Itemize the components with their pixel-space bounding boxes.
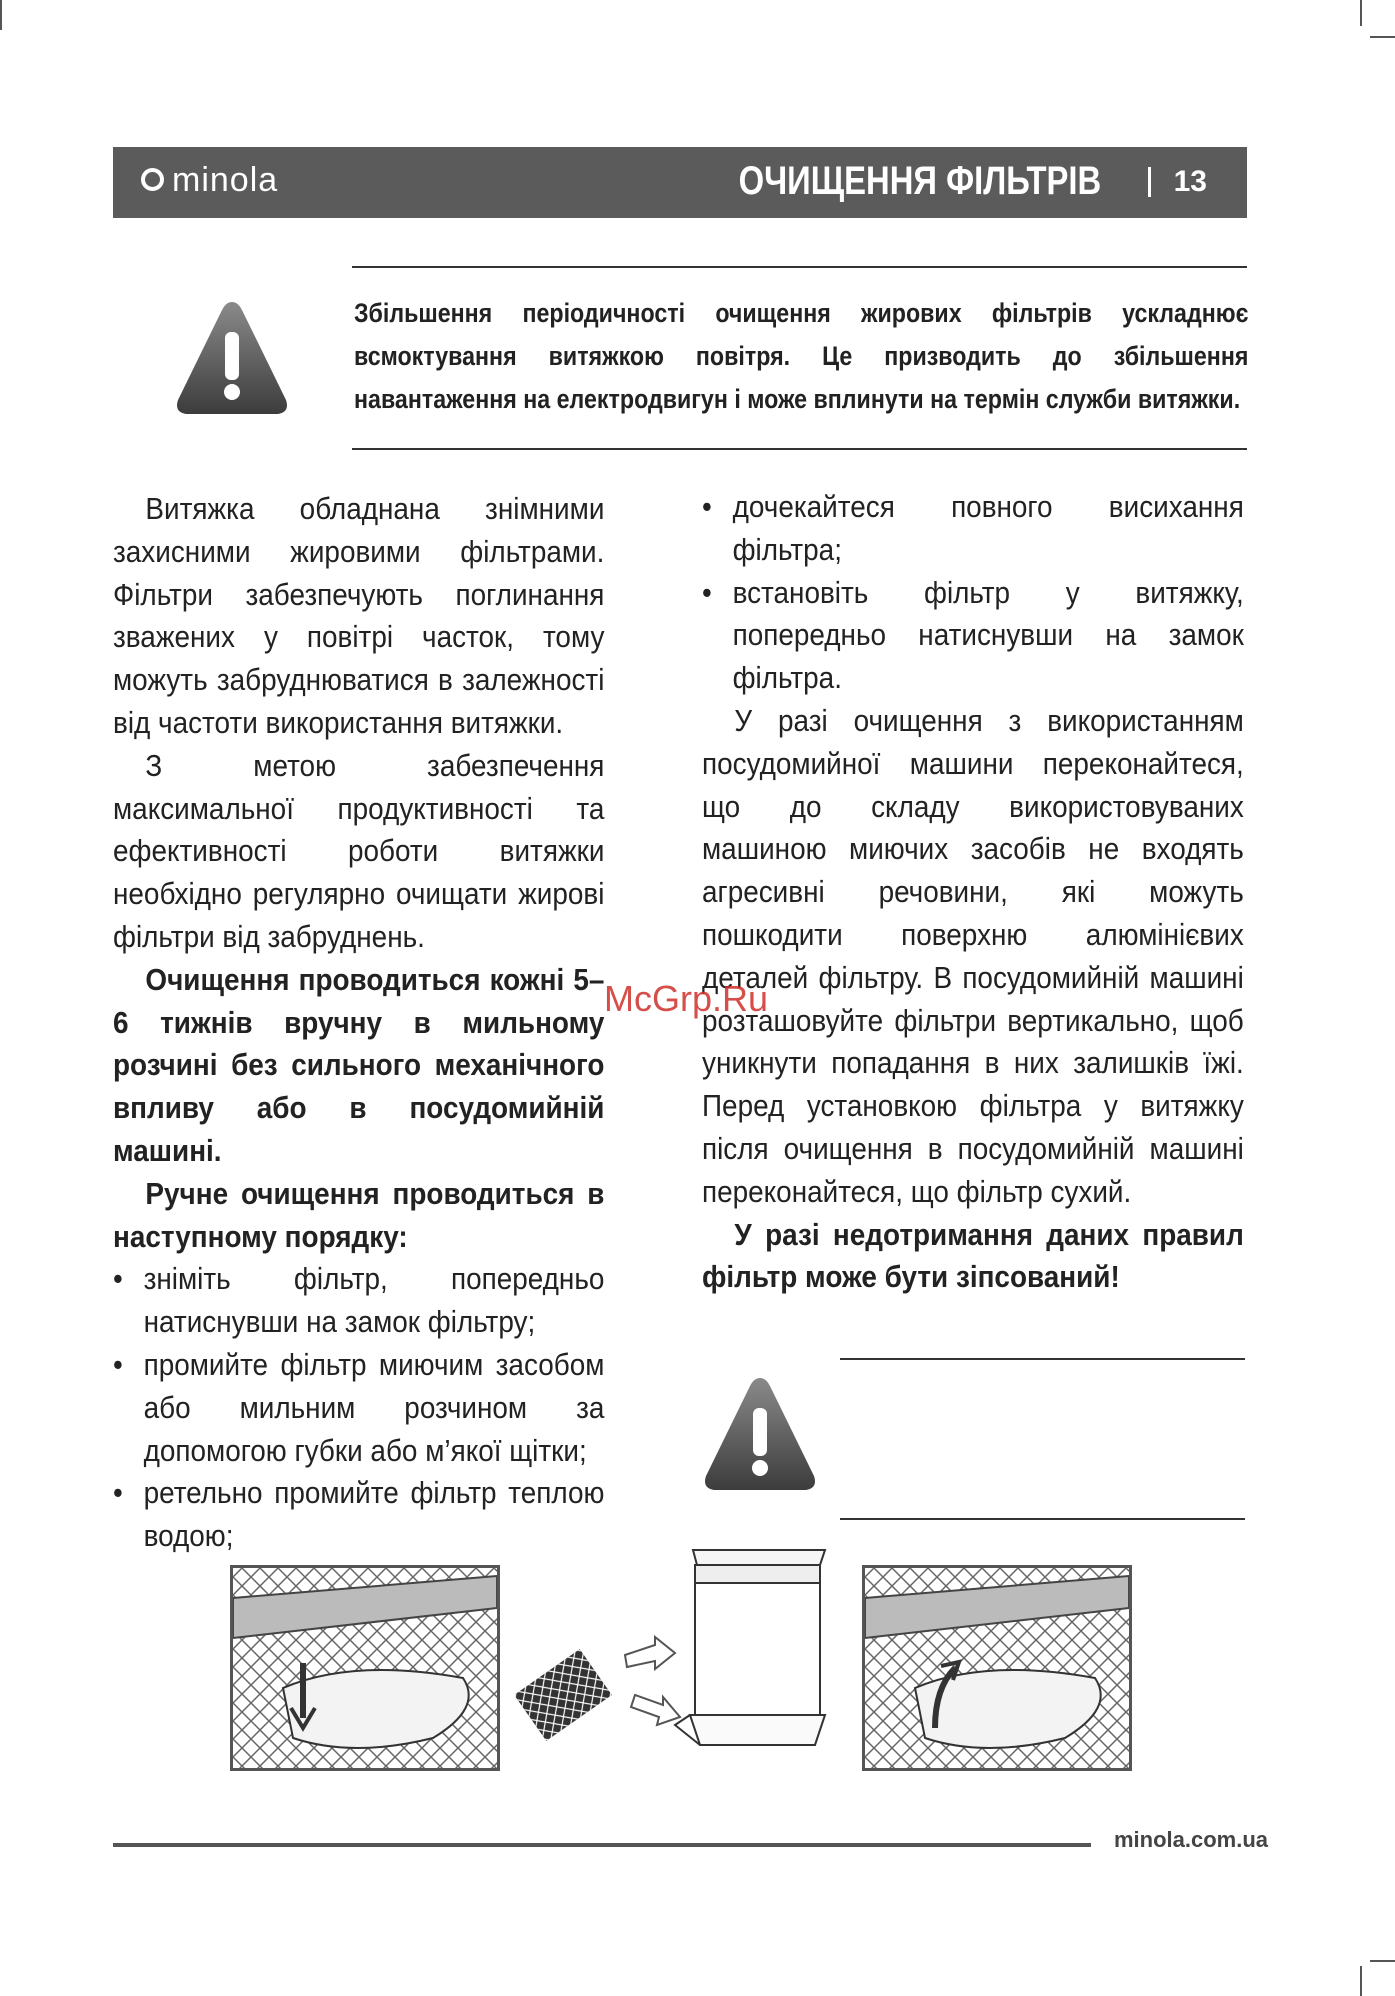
warning-triangle-icon (172, 296, 292, 420)
paragraph-bold: Ручне очищення проводиться в наступному порядку: (113, 1175, 605, 1254)
crop-mark (1370, 1960, 1395, 1962)
list-item: • ретельно промийте фільтр теплою водою; (113, 1472, 604, 1558)
illustration-dishwasher (515, 1545, 845, 1770)
divider (352, 266, 1247, 268)
brand-name: minola (172, 161, 279, 199)
divider (840, 1358, 1245, 1360)
paragraph: З метою забезпечення максимальної продуктивності та ефективності роботи витяжки необхідно регулярно очищати жирові фільтри від забруднень. (113, 747, 605, 954)
crop-mark (1360, 1966, 1362, 1996)
right-column (702, 486, 1244, 1299)
divider (352, 448, 1247, 450)
page-title: ОЧИЩЕННЯ ФІЛЬТРІВ (738, 159, 1101, 203)
warning-text: Збільшення періодичності очищення жирових фільтрів ускладнює всмоктування витяжкою повітря. Це призводить до збільшення навантаження на електродвигун і може вплинути на термін служби витяжки. (354, 298, 1249, 414)
crop-mark (1360, 0, 1362, 26)
list-item: • промийте фільтр миючим засобом або мильним розчином за допомогою губки або м’якої щітки; (113, 1344, 604, 1472)
footer-url: minola.com.ua (1114, 1827, 1269, 1852)
list-item: • встановіть фільтр у витяжку, попередньо натиснувши на замок фільтра. (702, 572, 1244, 700)
title-separator (1148, 167, 1151, 197)
left-column (113, 488, 604, 1558)
paragraph: Витяжка обладнана знімними захисними жировими фільтрами. Фільтри забезпечують поглинання зважених у повітрі часток, тому можуть забруднюватися в залежності від частоти використання витяжки. (113, 491, 605, 740)
list-item: • дочекайтеся повного висихання фільтра; (702, 486, 1244, 572)
page-number: 13 (1173, 165, 1207, 198)
logo-ring-icon (141, 168, 164, 191)
paragraph-bold: У разі недотримання даних правил фільтр може бути зіпсований! (702, 1216, 1244, 1295)
filter-install-drawing (865, 1568, 1129, 1768)
paragraph-bold: Очищення проводиться кожні 5–6 тижнів вручну в мильному розчині без сильного механічного впливу або в посудомийній машині. (113, 961, 605, 1168)
watermark: McGrp.Ru (604, 978, 769, 1019)
crop-mark (1370, 36, 1395, 38)
filter-removal-drawing (233, 1568, 497, 1768)
illustration-install-filter (862, 1565, 1132, 1771)
page-header (113, 147, 1247, 218)
warning-triangle-icon (700, 1372, 820, 1496)
brand-logo (141, 161, 278, 200)
bullet-list (702, 486, 1244, 700)
illustration-remove-filter (230, 1565, 500, 1771)
paragraph: У разі очищення з використанням посудомийної машини переконайтеся, що до складу використовуваних машиною миючих засобів не входять агресивні речовини, які можуть пошкодити поверхню алюмінієвих деталей фільтру. В посудомийній машині розташовуйте фільтри вертикально, щоб уникнути попадання в них залишків їжі. Перед установкою фільтра у витяжку після очищення в посудомийній машині переконайтеся, що фільтр сухий. (702, 702, 1244, 1209)
bullet-list (113, 1258, 604, 1558)
crop-mark (0, 0, 2, 30)
divider (840, 1518, 1245, 1520)
footer-rule (113, 1843, 1091, 1847)
list-item: • зніміть фільтр, попередньо натиснувши на замок фільтру; (113, 1258, 604, 1344)
